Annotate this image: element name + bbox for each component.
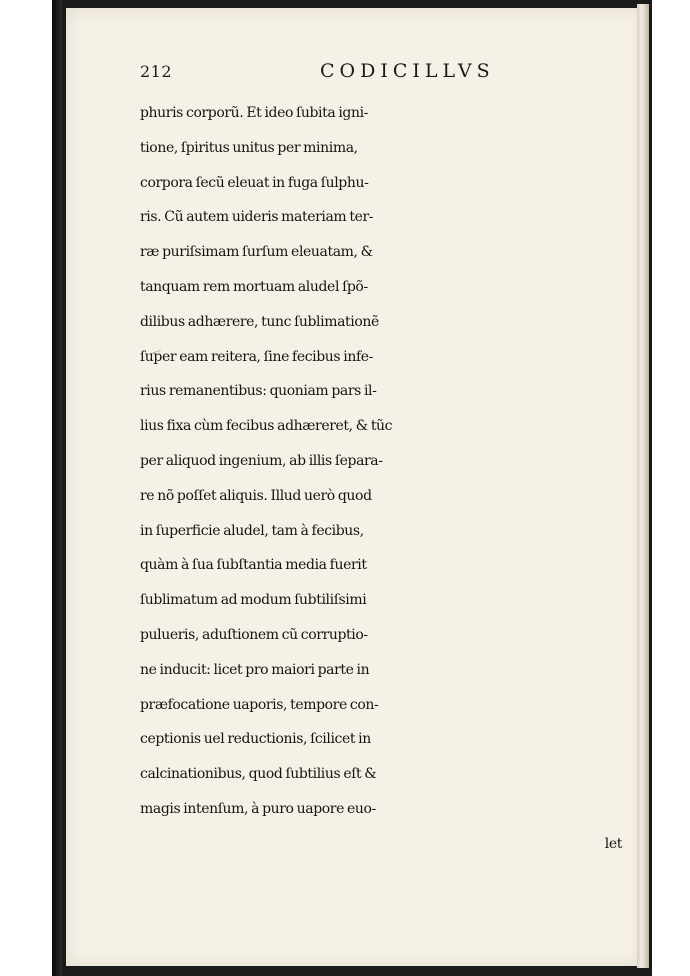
text-line-13: in ſuperficie aludel, tam à fecibus,	[140, 522, 364, 539]
text-line-14: quàm à ſua ſubſtantia media fuerit	[140, 557, 367, 574]
text-line-9: rius remanentibus: quoniam pars il-	[140, 383, 377, 400]
text-line-15: ſublimatum ad modum ſubtiliſsimi	[140, 592, 367, 609]
text-line-11: per aliquod ingenium, ab illis ſepara-	[140, 452, 383, 469]
text-line-18: præfocatione uaporis, tempore con-	[140, 696, 379, 713]
text-line-2: tione, ſpiritus unitus per minima,	[140, 139, 358, 156]
catchword: let	[604, 835, 622, 852]
text-line-17: ne inducit: licet pro maiori parte in	[140, 661, 370, 678]
text-line-12: re nõ poſſet aliquis. Illud uerò quod	[140, 487, 372, 504]
page-fore-edge	[637, 4, 649, 968]
text-line-19: ceptionis uel reductionis, ſcilicet in	[140, 731, 371, 748]
book-binding-edge	[52, 0, 62, 976]
text-line-10: lius fixa cùm fecibus adhæreret, & tũc	[140, 418, 393, 435]
page-number: 212	[140, 62, 173, 81]
text-line-7: dilibus adhærere, tunc ſublimationẽ	[140, 313, 379, 330]
text-line-5: ræ puriſsimam ſurſum eleuatam, &	[140, 244, 373, 261]
text-line-20: calcinationibus, quod ſubtilius eſt &	[140, 766, 377, 783]
text-line-6: tanquam rem mortuam aludel ſpõ-	[140, 278, 368, 295]
running-title: CODICILLVS	[320, 60, 495, 82]
text-block	[140, 96, 630, 862]
text-line-8: ſuper eam reitera, ſine fecibus infe-	[140, 348, 373, 365]
running-head	[140, 60, 495, 84]
text-line-4: ris. Cũ autem uideris materiam ter-	[140, 209, 374, 226]
text-line-16: pulueris, aduſtionem cũ corruptio-	[140, 626, 368, 643]
text-line-3: corpora ſecũ eleuat in fuga ſulphu-	[140, 174, 369, 191]
text-line-21: magis intenſum, à puro uapore euo-	[140, 800, 376, 817]
text-line-1: phuris corporũ. Et ideo ſubita igni-	[140, 105, 368, 121]
